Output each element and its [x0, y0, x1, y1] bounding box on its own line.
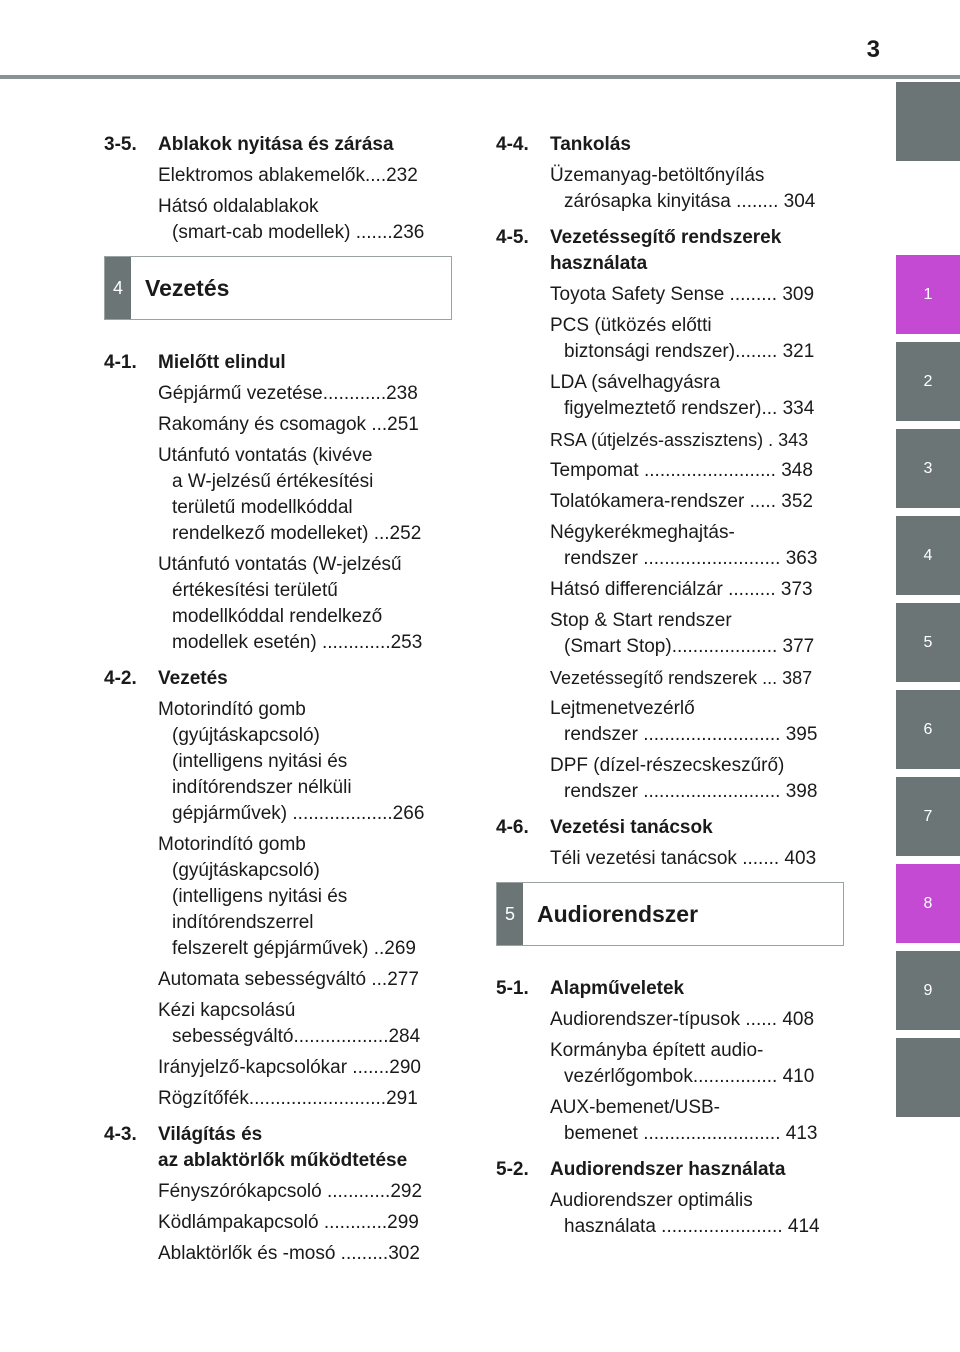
chapter-tab-2[interactable]: 2: [896, 342, 960, 421]
chapter-tab-8[interactable]: 8: [896, 864, 960, 943]
chapter-tab-4[interactable]: 4: [896, 516, 960, 595]
toc-entry[interactable]: Irányjelző-kapcsolókar .......290: [158, 1057, 421, 1078]
section-number: 4-1.: [104, 352, 137, 373]
chapter-number: 4: [105, 257, 131, 319]
chapter-heading[interactable]: [104, 256, 452, 320]
toc-entry[interactable]: Tolatókamera-rendszer ..... 352: [550, 491, 813, 512]
chapter-title: Audiorendszer: [537, 901, 699, 927]
chapter-tab-blank-bottom[interactable]: [896, 1038, 960, 1117]
section-heading[interactable]: [104, 132, 452, 158]
section-heading[interactable]: [496, 976, 844, 1002]
chapter-heading[interactable]: [496, 882, 844, 946]
toc-entry[interactable]: Rakomány és csomagok ...251: [158, 414, 419, 435]
toc-entry[interactable]: Rögzítőfék..........................291: [158, 1088, 418, 1109]
header-rule: [0, 75, 960, 79]
toc-entry[interactable]: Üzemanyag-betöltőnyílás zárósapka kinyitása ........ 304: [550, 165, 816, 212]
toc-entry[interactable]: Téli vezetési tanácsok ....... 403: [550, 848, 817, 869]
section-number: 3-5.: [104, 134, 137, 155]
section-title: Audiorendszer használata: [550, 1159, 786, 1180]
toc-entry[interactable]: Hátsó oldalablakok (smart-cab modellek) .......236: [158, 196, 425, 243]
toc-entry[interactable]: Ködlámpakapcsoló ............299: [158, 1212, 419, 1233]
toc-entry[interactable]: Ablaktörlők és -mosó .........302: [158, 1243, 420, 1264]
toc-entry[interactable]: Audiorendszer-típusok ...... 408: [550, 1009, 815, 1030]
toc-entry[interactable]: Automata sebességváltó ...277: [158, 969, 419, 990]
toc-entry[interactable]: Kormányba épített audio- vezérlőgombok................ 410: [550, 1040, 815, 1087]
toc-entry[interactable]: Toyota Safety Sense ......... 309: [550, 284, 815, 305]
section-title: Vezetés: [158, 668, 228, 689]
toc-entry[interactable]: Motorindító gomb (gyújtáskapcsoló) (intelligens nyitási és indítórendszerrel felszerelt gépjárművek) ..269: [158, 834, 416, 959]
chapter-tab-6[interactable]: 6: [896, 690, 960, 769]
toc-entry[interactable]: AUX-bemenet/USB- bemenet .......................... 413: [550, 1097, 818, 1144]
section-heading[interactable]: [104, 666, 452, 692]
chapter-title: Vezetés: [145, 275, 230, 301]
toc-entry[interactable]: Lejtmenetvezérlő rendszer .......................... 395: [550, 698, 818, 745]
toc-entry[interactable]: Négykerékmeghajtás- rendszer .......................... 363: [550, 522, 818, 569]
toc-entry[interactable]: Motorindító gomb (gyújtáskapcsoló) (intelligens nyitási és indítórendszer nélküli gépjárművek) ...................266: [158, 699, 425, 824]
toc-entry[interactable]: PCS (ütközés előtti biztonsági rendszer)........ 321: [550, 315, 815, 362]
toc-left-column: [104, 132, 452, 1272]
section-number: 4-6.: [496, 817, 529, 838]
section-title: Mielőtt elindul: [158, 352, 286, 373]
toc-right-column: [496, 132, 844, 1245]
section-heading[interactable]: [104, 350, 452, 376]
section-title: Tankolás: [550, 134, 631, 155]
toc-entry[interactable]: LDA (sávelhagyásra figyelmeztető rendszer)... 334: [550, 372, 815, 419]
chapter-tab-blank-top[interactable]: [896, 82, 960, 161]
toc-entry[interactable]: Gépjármű vezetése............238: [158, 383, 418, 404]
section-number: 5-2.: [496, 1159, 529, 1180]
toc-entry[interactable]: Vezetéssegítő rendszerek ... 387: [550, 668, 813, 688]
toc-entry[interactable]: Stop & Start rendszer (Smart Stop).................... 377: [550, 610, 815, 657]
section-heading[interactable]: [496, 225, 844, 277]
section-number: 4-4.: [496, 134, 529, 155]
toc-entry[interactable]: Kézi kapcsolású sebességváltó..................284: [158, 1000, 421, 1047]
chapter-number: 5: [497, 883, 523, 945]
section-title: Vezetési tanácsok: [550, 817, 713, 838]
page-number: 3: [866, 36, 880, 63]
toc-entry[interactable]: Fényszórókapcsoló ............292: [158, 1181, 423, 1202]
section-heading[interactable]: [496, 1157, 844, 1183]
section-number: 5-1.: [496, 978, 529, 999]
toc-entry[interactable]: Elektromos ablakemelők....232: [158, 165, 418, 186]
section-heading[interactable]: [496, 815, 844, 841]
toc-entry[interactable]: Utánfutó vontatás (kivéve a W-jelzésű értékesítési területű modellkóddal rendelkező modelleket) ...252: [158, 445, 422, 544]
section-heading[interactable]: [496, 132, 844, 158]
chapter-tab-9[interactable]: 9: [896, 951, 960, 1030]
section-title: Alapműveletek: [550, 978, 685, 999]
section-number: 4-2.: [104, 668, 137, 689]
section-title: Ablakok nyitása és zárása: [158, 134, 394, 155]
toc-entry[interactable]: Hátsó differenciálzár ......... 373: [550, 579, 813, 600]
section-number: 4-3.: [104, 1124, 137, 1145]
section-number: 4-5.: [496, 227, 529, 248]
section-title: Világítás és az ablaktörlők működtetése: [158, 1124, 408, 1171]
chapter-tab-5[interactable]: 5: [896, 603, 960, 682]
toc-entry[interactable]: Audiorendszer optimális használata ....................... 414: [550, 1190, 820, 1237]
section-heading[interactable]: [104, 1122, 452, 1174]
toc-entry[interactable]: RSA (útjelzés-asszisztens) . 343: [550, 430, 809, 450]
toc-entry[interactable]: Tempomat ......................... 348: [550, 460, 813, 481]
chapter-tab-3[interactable]: 3: [896, 429, 960, 508]
section-title: Vezetéssegítő rendszerek használata: [550, 227, 782, 274]
chapter-tab-1[interactable]: 1: [896, 255, 960, 334]
chapter-tab-7[interactable]: 7: [896, 777, 960, 856]
toc-entry[interactable]: DPF (dízel-részecskeszűrő) rendszer .......................... 398: [550, 755, 818, 802]
toc-entry[interactable]: Utánfutó vontatás (W-jelzésű értékesítési területű modellkóddal rendelkező modellek esetén) .............253: [158, 554, 423, 653]
